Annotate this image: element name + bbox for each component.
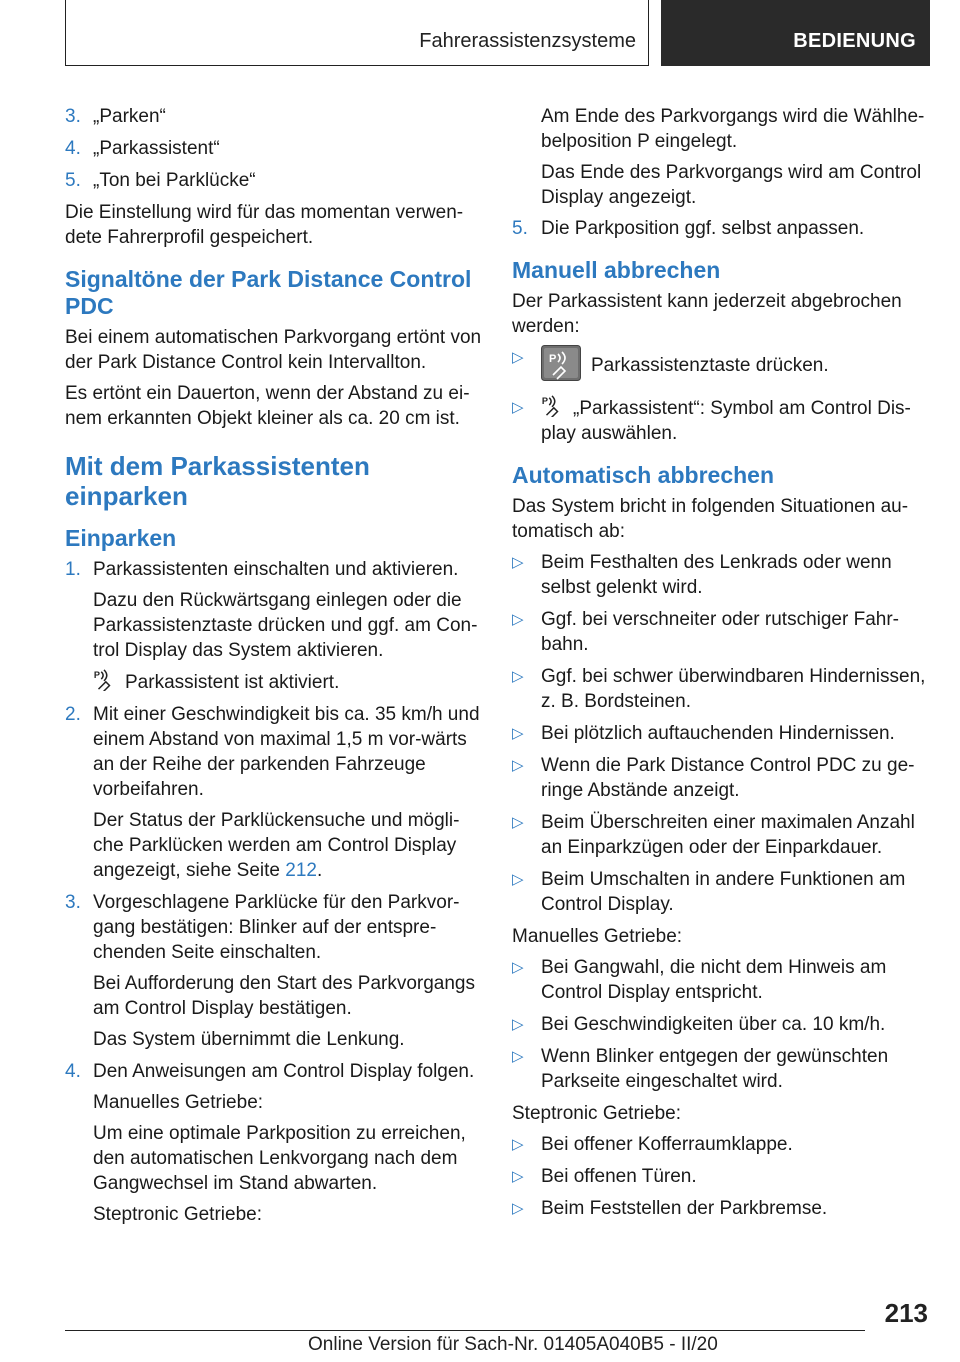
bullet-text: Wenn die Park Distance Control PDC zu ge-ringe Abstände anzeigt.: [541, 755, 915, 801]
paragraph-signal-2: Es ertönt ein Dauerton, wenn der Abstand zu ei-nem erkannten Objekt kleiner als ca. 20 cm ist.: [65, 383, 470, 429]
bullet-triangle-icon: ▷: [512, 1016, 524, 1033]
step-text: „Parkassistent“: [93, 138, 220, 159]
bullet-triangle-icon: ▷: [512, 399, 524, 416]
bullet-triangle-icon: ▷: [512, 554, 524, 571]
step-text: Parkassistenten einschalten und aktivieren.: [93, 559, 459, 580]
bullet-triangle-icon: ▷: [512, 959, 524, 976]
manual-gearbox-list: [512, 955, 932, 1094]
list-item: [65, 104, 485, 129]
bullet-text: Wenn Blinker entgegen der gewünschten Parkseite eingeschaltet wird.: [541, 1046, 889, 1092]
heading-signal-tones: Signaltöne der Park Distance Control PDC: [65, 266, 472, 319]
header-chapter-title: BEDIENUNG: [793, 30, 916, 52]
step-text: Dazu den Rückwärtsgang einlegen oder die Parkassistenztaste drücken und ggf. am Con-trol Display das System aktivieren.: [93, 590, 478, 661]
step-number: 2.: [65, 704, 81, 725]
list-item: [512, 721, 932, 746]
label-manual-gearbox: Manuelles Getriebe:: [512, 926, 683, 947]
heading-manual-cancel: Manuell abbrechen: [512, 257, 721, 283]
heading-auto-cancel: Automatisch abbrechen: [512, 462, 774, 488]
paragraph-auto-cancel: Das System bricht in folgenden Situationen au-tomatisch ab:: [512, 496, 909, 542]
list-item: [65, 557, 485, 695]
bullet-text: Beim Umschalten in andere Funktionen am Control Display.: [541, 869, 906, 915]
page-number: 213: [884, 1298, 928, 1328]
step-text: Steptronic Getriebe:: [93, 1204, 262, 1225]
svg-text:P: P: [93, 670, 101, 681]
list-item: [512, 216, 932, 241]
step-number: 5.: [512, 218, 528, 239]
bullet-text: Bei offenen Türen.: [541, 1166, 697, 1187]
bullet-text: Beim Festhalten des Lenkrads oder wenn selbst gelenkt wird.: [541, 552, 892, 598]
step-text: „Ton bei Parklücke“: [93, 170, 256, 191]
park-assistant-icon: [541, 395, 563, 417]
list-item: [512, 395, 932, 446]
header-section-title: Fahrerassistenzsysteme: [419, 30, 636, 52]
step-number: 4.: [65, 138, 81, 159]
settings-steps-list: [65, 104, 485, 193]
list-item: [512, 550, 932, 600]
list-item: [512, 955, 932, 1005]
step-number: 3.: [65, 892, 81, 913]
header-chapter-box: [661, 0, 930, 66]
paragraph-signal-1: Bei einem automatischen Parkvorgang ertönt von der Park Distance Control kein Intervallton.: [65, 327, 482, 373]
bullet-triangle-icon: ▷: [512, 1136, 524, 1153]
step-text-with-link: [93, 808, 485, 883]
list-item: [65, 136, 485, 161]
step-text: Das System übernimmt die Lenkung.: [93, 1029, 405, 1050]
einparken-steps-list: [65, 557, 485, 1227]
bullet-text: Beim Feststellen der Parkbremse.: [541, 1198, 828, 1219]
list-item: [512, 607, 932, 657]
list-item: [512, 664, 932, 714]
list-item: [512, 1196, 932, 1221]
auto-cancel-list: [512, 550, 932, 917]
svg-text:P: P: [549, 353, 557, 365]
step-text: „Parken“: [93, 106, 166, 127]
list-item: [65, 168, 485, 193]
step-number: 1.: [65, 559, 81, 580]
paragraph-profile: Die Einstellung wird für das momentan verwen-dete Fahrerprofil gespeichert.: [65, 202, 464, 248]
footer-divider: [65, 1330, 865, 1331]
heading-main-park-assistant: Mit dem Parkassistenten einparken: [65, 451, 370, 511]
step-text: Um eine optimale Parkposition zu erreichen, den automatischen Lenkvorgang nach dem Gangwechsel im Stand abwarten.: [93, 1123, 466, 1194]
bullet-triangle-icon: ▷: [512, 757, 524, 774]
bullet-triangle-icon: ▷: [512, 814, 524, 831]
bullet-text: Beim Überschreiten einer maximalen Anzahl an Einparkzügen oder der Einparkdauer.: [541, 812, 915, 858]
list-item: [65, 702, 485, 883]
label-steptronic-gearbox: Steptronic Getriebe:: [512, 1103, 681, 1124]
step-text: Vorgeschlagene Parklücke für den Parkvor-gang bestätigen: Blinker auf der entspre-chenden Seite einschalten.: [93, 892, 460, 963]
list-item: [512, 1044, 932, 1094]
bullet-text: Bei offener Kofferraumklappe.: [541, 1134, 793, 1155]
park-assist-button-icon: [541, 345, 581, 381]
list-item: [512, 1012, 932, 1037]
step-text: Bei Aufforderung den Start des Parkvorgangs am Control Display bestätigen.: [93, 973, 476, 1019]
manual-cancel-list: [512, 345, 932, 446]
paragraph-continuation-2: Das Ende des Parkvorgangs wird am Control Display angezeigt.: [541, 162, 922, 208]
step-status-line: [93, 669, 485, 695]
step-text: Die Parkposition ggf. selbst anpassen.: [541, 218, 865, 239]
bullet-triangle-icon: ▷: [512, 1200, 524, 1217]
step-text: .: [316, 860, 323, 881]
paragraph-manual-cancel: Der Parkassistent kann jederzeit abgebrochen werden:: [512, 291, 902, 337]
step-status-text: Parkassistent ist aktiviert.: [125, 672, 340, 693]
bullet-text: „Parkassistent“: Symbol am Control Dis-play auswählen.: [541, 398, 911, 444]
step5-list: [512, 216, 932, 241]
footer-online-version: Online Version für Sach-Nr. 01405A040B5 - II/20: [308, 1334, 718, 1355]
heading-einparken: Einparken: [65, 525, 177, 551]
bullet-triangle-icon: ▷: [512, 725, 524, 742]
list-item: [65, 1059, 485, 1227]
list-item: [512, 345, 932, 381]
step-text: Mit einer Geschwindigkeit bis ca. 35 km/h und einem Abstand von maximal 1,5 m vor-wärts an der Reihe der parkenden Fahrzeuge vorbeifahren.: [93, 704, 480, 800]
header-section-box: [65, 0, 649, 66]
list-item: [512, 1164, 932, 1189]
steptronic-list: [512, 1132, 932, 1221]
step4-continuation: [512, 104, 932, 210]
page-reference-link[interactable]: 212: [285, 860, 317, 881]
bullet-text: Parkassistenztaste drücken.: [591, 355, 829, 376]
bullet-triangle-icon: ▷: [512, 611, 524, 628]
bullet-text: Bei Gangwahl, die nicht dem Hinweis am Control Display entspricht.: [541, 957, 887, 1003]
list-item: [512, 810, 932, 860]
right-column: [512, 104, 932, 1228]
bullet-text: Ggf. bei schwer überwindbaren Hindernissen, z. B. Bordsteinen.: [541, 666, 926, 712]
bullet-triangle-icon: ▷: [512, 668, 524, 685]
list-item: [512, 867, 932, 917]
bullet-text: Bei Geschwindigkeiten über ca. 10 km/h.: [541, 1014, 886, 1035]
bullet-text: Bei plötzlich auftauchenden Hindernissen.: [541, 723, 895, 744]
step-number: 3.: [65, 106, 81, 127]
page-header: [65, 0, 930, 66]
step-number: 4.: [65, 1061, 81, 1082]
bullet-text: Ggf. bei verschneiter oder rutschiger Fahr-bahn.: [541, 609, 899, 655]
bullet-triangle-icon: ▷: [512, 871, 524, 888]
step-text: Der Status der Parklückensuche und mögli-che Parklücken werden am Control Display angezeigt, siehe Seite: [93, 810, 460, 881]
list-item: [65, 890, 485, 1052]
bullet-triangle-icon: ▷: [512, 349, 524, 366]
step-text: Manuelles Getriebe:: [93, 1092, 264, 1113]
park-assistant-icon: [93, 669, 115, 691]
paragraph-continuation-1: Am Ende des Parkvorgangs wird die Wählhe-belposition P eingelegt.: [541, 106, 925, 152]
bullet-triangle-icon: ▷: [512, 1168, 524, 1185]
step-text: Den Anweisungen am Control Display folgen.: [93, 1061, 475, 1082]
list-item: [512, 1132, 932, 1157]
list-item: [512, 753, 932, 803]
bullet-triangle-icon: ▷: [512, 1048, 524, 1065]
left-column: [65, 104, 485, 1234]
step-number: 5.: [65, 170, 81, 191]
svg-text:P: P: [541, 396, 549, 407]
